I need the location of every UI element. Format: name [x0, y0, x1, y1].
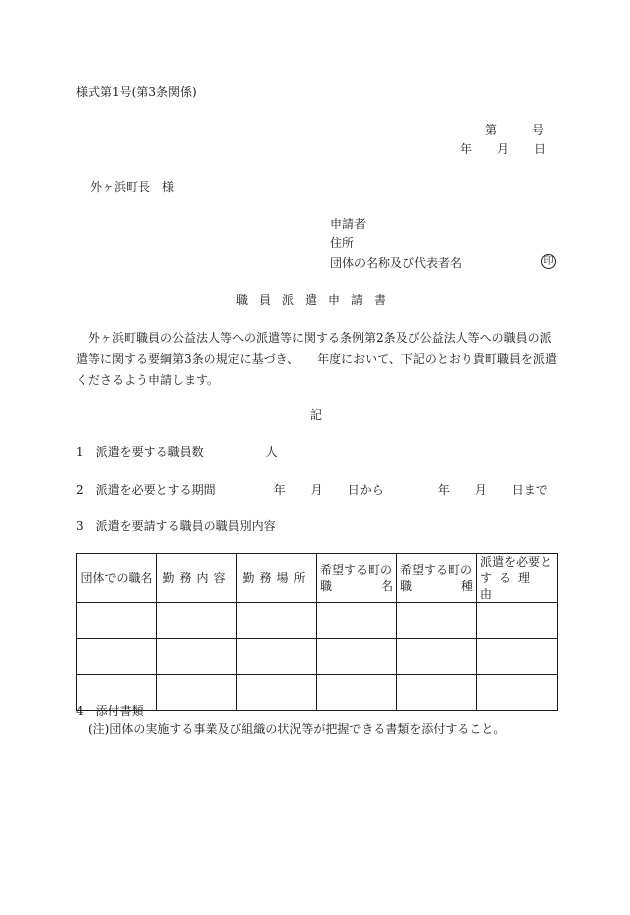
item-2-from-year: 年	[273, 483, 286, 497]
date-day: 日	[534, 142, 547, 156]
item-2-to-year: 年	[437, 483, 450, 497]
document-title: 職員派遣申請書	[236, 293, 398, 307]
table-cell	[237, 675, 317, 711]
seal-mark: 印	[541, 254, 556, 269]
item-2-number: 2	[76, 483, 84, 497]
table-cell	[477, 603, 558, 639]
table-cell	[77, 639, 157, 675]
item-2-label: 派遣を必要とする期間	[95, 483, 216, 497]
item-4-number: 4	[76, 704, 84, 718]
table-cell	[477, 639, 558, 675]
table-row	[77, 603, 558, 639]
item-2	[76, 482, 548, 498]
number-suffix: 号	[532, 123, 545, 137]
table-cell	[237, 603, 317, 639]
ki-label: 記	[310, 408, 323, 422]
header-workplace: 勤務場所	[237, 554, 317, 603]
table-cell	[157, 603, 237, 639]
addressee: 外ヶ浜町長 様	[90, 180, 175, 194]
header-duties: 勤務内容	[157, 554, 237, 603]
header-desired-job-type: 希望する町の 職 種	[397, 554, 477, 603]
table-cell	[317, 603, 397, 639]
date-month: 月	[497, 142, 510, 156]
table-cell	[157, 675, 237, 711]
table-cell	[317, 675, 397, 711]
item-2-from-day: 日から	[347, 483, 384, 497]
note: (注)団体の実施する事業及び組織の状況等が把握できる書類を添付すること。	[88, 722, 506, 736]
body-text: 外ヶ浜町職員の公益法人等への派遣等に関する条例第2条及び公益法人等への職員の派遣等に関する要綱第3条の規定に基づき、 年度において、下記のとおり貴町職員を派遣くださるよう申請します。	[76, 331, 557, 387]
item-4	[76, 703, 144, 719]
table-cell	[397, 639, 477, 675]
item-1-label: 派遣を要する職員数	[95, 445, 204, 459]
applicant-label: 申請者	[330, 217, 367, 231]
item-3-number: 3	[76, 519, 84, 533]
applicant-org-name-label: 団体の名称及び代表者名	[330, 256, 463, 270]
header-reason: 派遣を必要と する理由	[477, 554, 558, 603]
item-3-label: 派遣を要請する職員の職員別内容	[95, 519, 276, 533]
item-4-label: 添付書類	[95, 704, 144, 718]
table-cell	[397, 675, 477, 711]
table-cell	[477, 675, 558, 711]
item-1-number: 1	[76, 445, 84, 459]
item-1	[76, 444, 278, 460]
table-cell	[157, 639, 237, 675]
item-3	[76, 518, 276, 534]
table-cell	[317, 639, 397, 675]
form-id: 様式第1号(第3条関係)	[76, 85, 197, 99]
number-line	[485, 122, 544, 138]
applicant-address-label: 住所	[330, 236, 355, 250]
table-row	[77, 639, 558, 675]
table-cell	[77, 603, 157, 639]
table-cell	[237, 639, 317, 675]
table-cell	[397, 603, 477, 639]
header-desired-job-title: 希望する町の 職 名	[317, 554, 397, 603]
header-position: 団体での職名	[77, 554, 157, 603]
item-2-from-month: 月	[310, 483, 323, 497]
staff-table	[76, 553, 558, 711]
table-header-row	[77, 554, 558, 603]
item-2-to-month: 月	[474, 483, 487, 497]
table-row	[77, 675, 558, 711]
item-2-to-day: 日まで	[511, 483, 548, 497]
date-line	[460, 141, 546, 157]
item-1-unit: 人	[265, 445, 278, 459]
date-year: 年	[460, 142, 473, 156]
number-prefix: 第	[485, 123, 498, 137]
